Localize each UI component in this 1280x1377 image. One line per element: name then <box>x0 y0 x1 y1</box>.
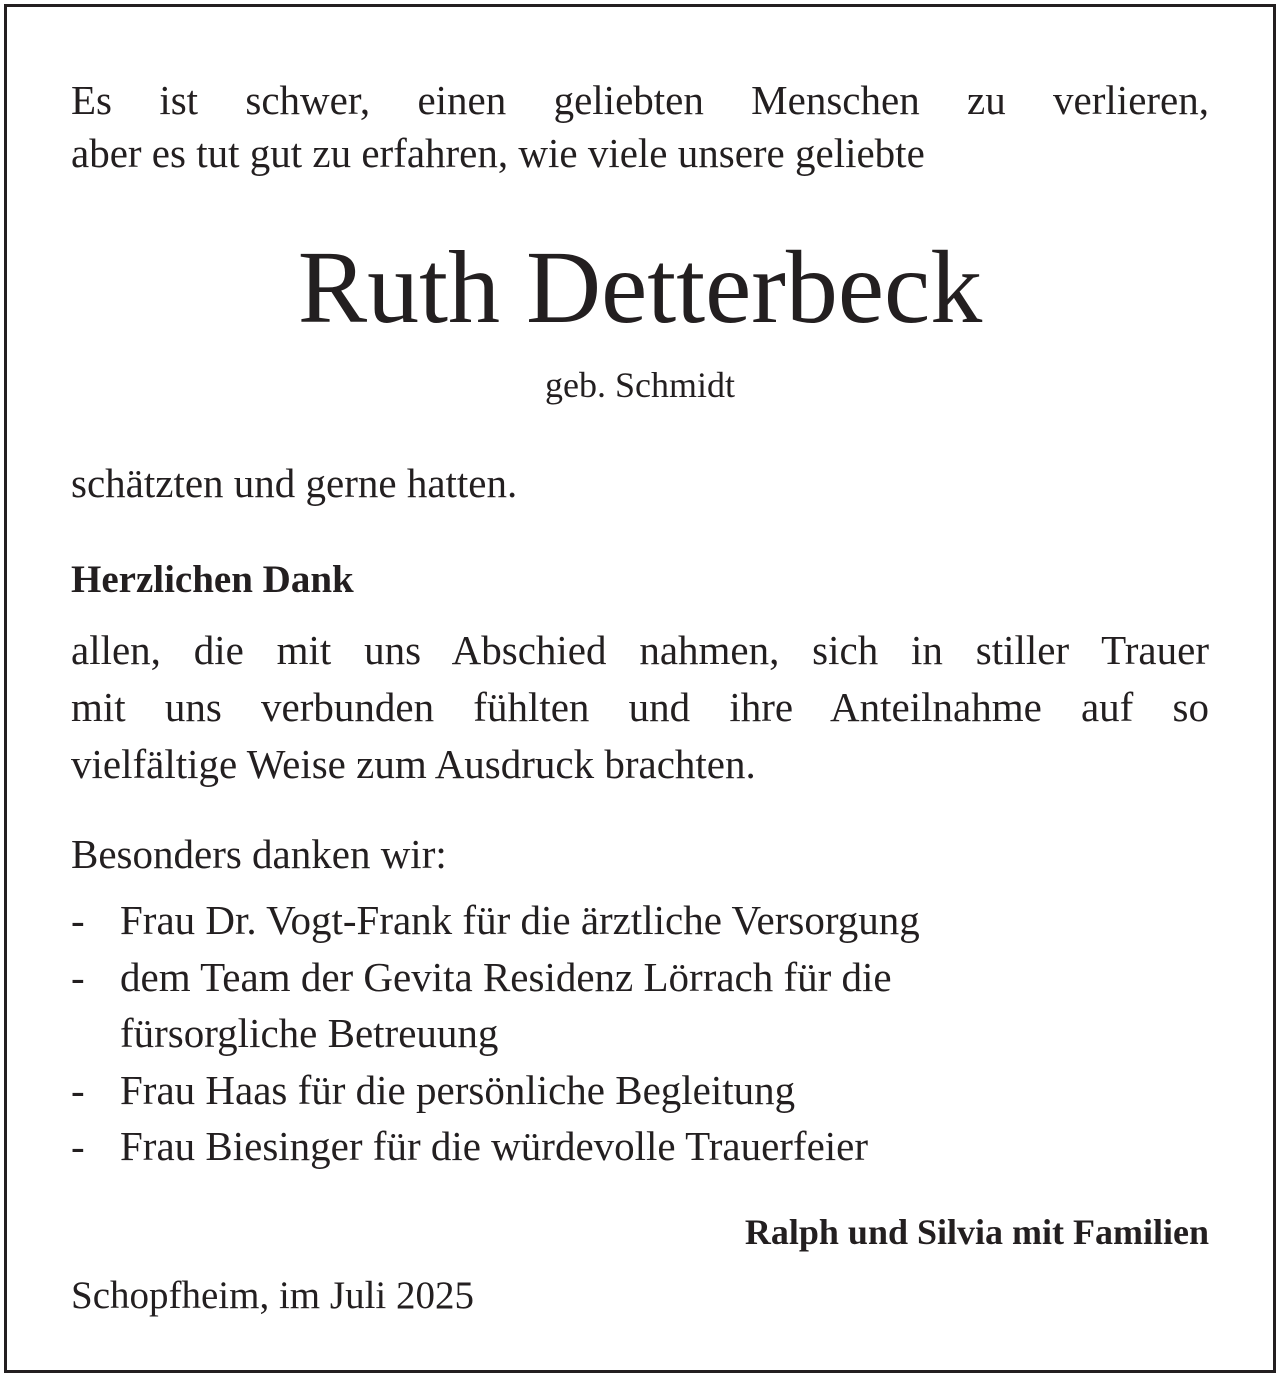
list-item-text: Frau Dr. Vogt-Frank für die ärztliche Versorgung <box>120 897 920 943</box>
list-bullet: - <box>71 1123 85 1169</box>
place-date: Schopfheim, im Juli 2025 <box>71 1274 474 1317</box>
intro-line-1: Es ist schwer, einen geliebten Menschen zu verlieren, <box>71 77 1209 123</box>
list-item-text: dem Team der Gevita Residenz Lörrach für die <box>120 953 892 1000</box>
list-item-text: Frau Biesinger für die würdevolle Trauerfeier <box>120 1123 869 1169</box>
special-thanks-list <box>71 892 1209 1175</box>
deceased-name: Ruth Detterbeck <box>297 230 983 345</box>
signature: Ralph und Silvia mit Familien <box>744 1212 1209 1252</box>
list-item-text-continued: fürsorgliche Betreuung <box>120 1010 499 1056</box>
thanks-line: allen, die mit uns Abschied nahmen, sich in stiller Trauer <box>71 627 1209 673</box>
intro-continuation: schätzten und gerne hatten. <box>71 460 518 506</box>
list-item-text: Frau Haas für die persönliche Begleitung <box>120 1066 796 1113</box>
thanks-body <box>71 622 1209 793</box>
intro-text <box>71 74 1209 180</box>
list-item <box>71 949 1209 1062</box>
special-thanks-heading: Besonders danken wir: <box>71 831 447 877</box>
list-bullet: - <box>71 953 85 1000</box>
list-bullet: - <box>71 897 85 943</box>
list-item <box>71 1062 1209 1119</box>
maiden-name: geb. Schmidt <box>545 365 735 405</box>
thanks-line: vielfältige Weise zum Ausdruck brachten. <box>71 741 756 787</box>
list-bullet: - <box>71 1066 85 1113</box>
thanks-line: mit uns verbunden fühlten und ihre Anteilnahme auf so <box>71 684 1209 730</box>
list-item <box>71 1118 1209 1175</box>
list-item <box>71 892 1209 949</box>
intro-line-2: aber es tut gut zu erfahren, wie viele unsere geliebte <box>71 130 925 176</box>
thanks-heading: Herzlichen Dank <box>71 558 354 601</box>
